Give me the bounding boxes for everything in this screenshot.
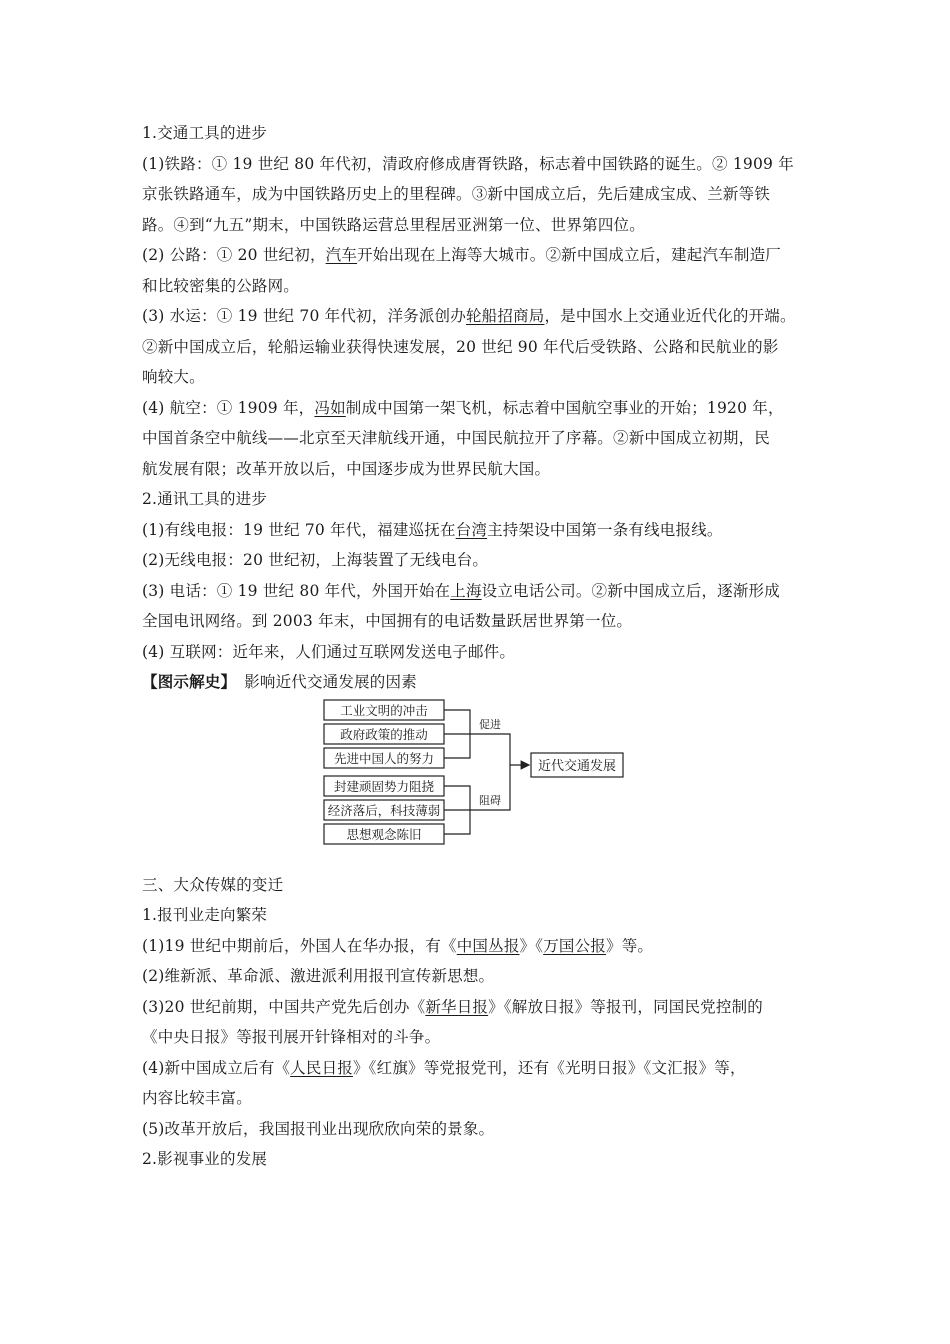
- press-paragraph-3-line-2: 《中央日报》等报刊展开针锋相对的斗争。: [142, 1028, 441, 1046]
- underlined-keyword: 新华日报: [425, 997, 489, 1016]
- text-fragment: (4) 航空：① 1909 年，: [142, 398, 315, 417]
- text-fragment: 》《解放日报》等报刊，同国民党控制的: [488, 997, 763, 1016]
- underlined-keyword: 万国公报: [543, 936, 606, 955]
- subheading-press: 1.报刊业走向繁荣: [142, 906, 268, 924]
- section-heading-transport: 1.交通工具的进步: [142, 124, 268, 142]
- underlined-keyword: 冯如: [314, 398, 346, 417]
- press-paragraph-1: [142, 931, 822, 962]
- hinder-label: 阻碍: [479, 793, 501, 807]
- railway-paragraph-line-3: 路。④到“九五”期末，中国铁路运营总里程居亚洲第一位、世界第四位。: [142, 215, 645, 234]
- figure-title: 影响近代交通发展的因素: [244, 673, 417, 691]
- promote-box-1-label: 工业文明的冲击: [340, 702, 428, 718]
- aviation-paragraph-line-2: 中国首条空中航线——北京至天津航线开通，中国民航拉开了序幕。②新中国成立初期，民: [142, 429, 771, 447]
- text-fragment: 开始出现在上海等大城市。②新中国成立后，建起汽车制造厂: [357, 246, 781, 264]
- document-page: [142, 118, 822, 1175]
- figure-tag: 【图示解史】: [142, 672, 237, 691]
- aviation-paragraph-line-3: 航发展有限；改革开放以后，中国逐步成为世界民航大国。: [142, 459, 551, 478]
- hinder-box-2-label: 经济落后，科技薄弱: [327, 802, 441, 818]
- railway-paragraph-line-1: (1)铁路：① 19 世纪 80 年代初，清政府修成唐胥铁路，标志着中国铁路的诞生。② 1909 年: [142, 154, 794, 173]
- internet-paragraph: (4) 互联网：近年来，人们通过互联网发送电子邮件。: [142, 642, 516, 661]
- text-fragment: (4)新中国成立后有《: [142, 1058, 291, 1077]
- press-paragraph-5: (5)改革开放后，我国报刊业出现欣欣向荣的景象。: [142, 1119, 495, 1138]
- text-fragment: 设立电话公司。②新中国成立后，逐渐形成: [481, 581, 780, 600]
- text-fragment: (3) 电话：① 19 世纪 80 年代，外国开始在: [142, 581, 451, 600]
- underlined-keyword: 中国丛报: [456, 936, 520, 955]
- text-fragment: 制成中国第一架飞机，标志着中国航空事业的开始；1920 年，: [345, 398, 784, 417]
- underlined-keyword: 汽车: [325, 246, 358, 264]
- part-heading-media: 三、大众传媒的变迁: [142, 875, 284, 894]
- text-fragment: (3) 水运：① 19 世纪 70 年代初，洋务派创办: [142, 307, 466, 325]
- road-paragraph-line-1: [142, 240, 822, 271]
- press-paragraph-4-line-1: [142, 1053, 822, 1084]
- railway-paragraph-line-2: 京张铁路通车，成为中国铁路历史上的里程碑。③新中国成立后，先后建成宝成、兰新等铁: [142, 185, 771, 203]
- text-fragment: (1)有线电报：19 世纪 70 年代，福建巡抚在: [142, 520, 456, 539]
- hinder-box-1-label: 封建顽固势力阻挠: [333, 778, 435, 794]
- road-paragraph-line-2: 和比较密集的公路网。: [142, 276, 300, 295]
- subheading-film-tv: 2.影视事业的发展: [142, 1150, 268, 1168]
- text-fragment: (3)20 世纪前期，中国共产党先后创办《: [142, 997, 426, 1016]
- text-fragment: 》等。: [606, 936, 654, 955]
- press-paragraph-4-line-2: 内容比较丰富。: [142, 1089, 252, 1107]
- water-paragraph-line-3: 响较大。: [142, 368, 205, 386]
- wireless-paragraph: (2)无线电报：20 世纪初，上海装置了无线电台。: [142, 551, 489, 569]
- text-fragment: (1)19 世纪中期前后，外国人在华办报，有《: [142, 936, 457, 955]
- promote-box-3-label: 先进中国人的努力: [333, 750, 435, 766]
- section-heading-communication: 2.通讯工具的进步: [142, 490, 268, 508]
- hinder-box-3-label: 思想观念陈旧: [346, 826, 422, 842]
- aviation-paragraph-line-1: [142, 393, 822, 424]
- result-label: 近代交通发展: [537, 758, 617, 774]
- promote-label: 促进: [479, 717, 501, 731]
- underlined-keyword: 台湾: [455, 520, 488, 539]
- promote-bracket: [444, 710, 470, 758]
- underlined-keyword: 轮船招商局: [465, 307, 545, 325]
- text-fragment: ，是中国水上交通业近代化的开端。: [544, 307, 796, 325]
- promote-box-2-label: 政府政策的推动: [340, 726, 428, 742]
- text-fragment: 》《红旗》等党报党刊，还有《光明日报》《文汇报》等，: [352, 1058, 746, 1077]
- factor-diagram: [142, 698, 822, 870]
- water-paragraph-line-1: [142, 301, 822, 332]
- factor-diagram-svg: [142, 698, 822, 870]
- water-paragraph-line-2: ②新中国成立后，轮船运输业获得快速发展，20 世纪 90 年代后受铁路、公路和民航业的影: [142, 337, 779, 356]
- figure-caption: [142, 667, 822, 698]
- telegraph-paragraph: [142, 515, 822, 546]
- underlined-keyword: 人民日报: [290, 1058, 353, 1077]
- underlined-keyword: 上海: [450, 581, 482, 600]
- text-fragment: 主持架设中国第一条有线电报线。: [487, 520, 723, 539]
- hinder-bracket: [444, 786, 470, 834]
- telephone-paragraph-line-2: 全国电讯网络。到 2003 年末，中国拥有的电话数量跃居世界第一位。: [142, 612, 633, 630]
- telephone-paragraph-line-1: [142, 576, 822, 607]
- press-paragraph-2: (2)维新派、革命派、激进派利用报刊宣传新思想。: [142, 967, 495, 985]
- text-fragment: 》《: [519, 936, 544, 955]
- text-fragment: (2) 公路：① 20 世纪初，: [142, 246, 326, 264]
- press-paragraph-3-line-1: [142, 992, 822, 1023]
